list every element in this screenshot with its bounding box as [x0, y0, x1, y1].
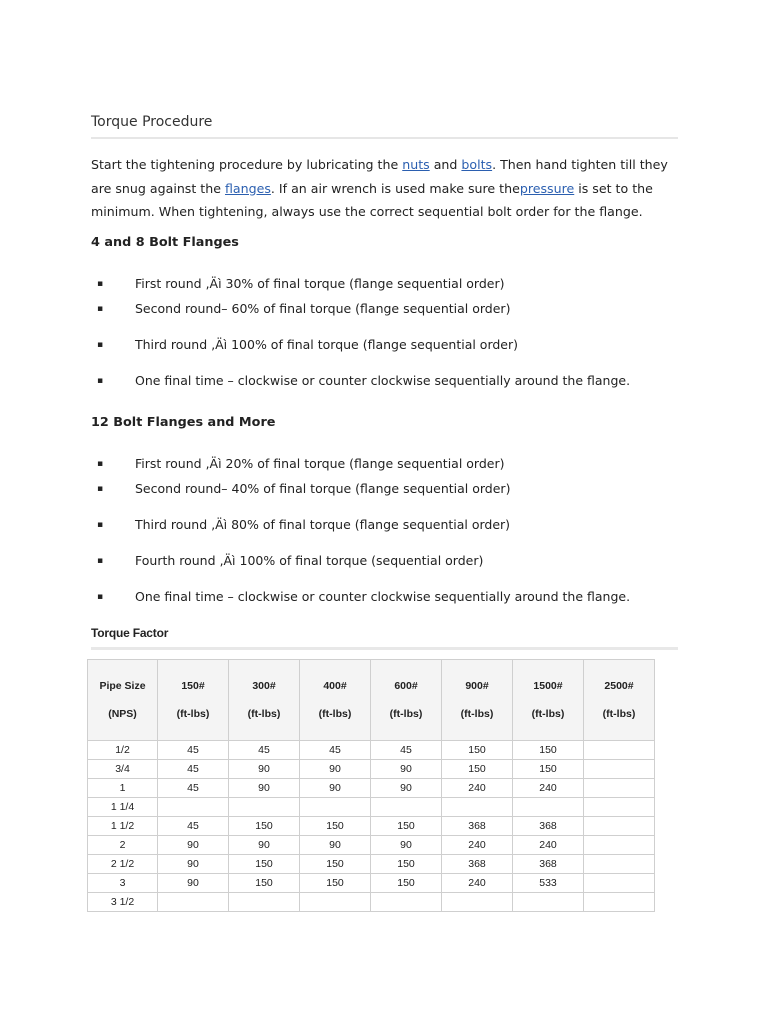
torque-cell: 45 — [158, 760, 229, 779]
torque-cell: 368 — [513, 817, 584, 836]
intro-text: . Then hand tighten till they are snug against the — [91, 157, 668, 196]
header-unit: (NPS) — [108, 708, 137, 720]
torque-cell: 45 — [158, 741, 229, 760]
intro-paragraph — [91, 153, 681, 224]
torque-cell: 240 — [442, 836, 513, 855]
header-label: 150# — [181, 680, 205, 692]
pressure-link[interactable]: pressure — [519, 180, 575, 196]
list-item-text: Third round ‚Äì 80% of final torque (flange sequential order) — [135, 517, 511, 532]
torque-cell: 90 — [300, 779, 371, 798]
torque-cell — [584, 893, 655, 912]
bullet-icon: ▪ — [97, 304, 104, 314]
torque-cell: 240 — [513, 836, 584, 855]
pipe-size-cell: 1/2 — [88, 741, 158, 760]
header-label: 300# — [252, 680, 276, 692]
torque-cell: 90 — [371, 779, 442, 798]
pipe-size-cell: 3/4 — [88, 760, 158, 779]
torque-cell: 240 — [442, 874, 513, 893]
torque-cell: 150 — [229, 817, 300, 836]
header-unit: (ft-lbs) — [602, 708, 636, 720]
table-row — [88, 893, 655, 912]
table-row — [88, 760, 655, 779]
bullet-icon: ▪ — [97, 556, 104, 566]
torque-cell: 150 — [229, 855, 300, 874]
torque-cell — [513, 798, 584, 817]
torque-cell: 45 — [300, 741, 371, 760]
torque-cell — [584, 741, 655, 760]
torque-cell — [584, 874, 655, 893]
torque-factor-divider — [91, 647, 678, 650]
column-header-class — [584, 660, 655, 741]
header-label: 2500# — [604, 680, 634, 692]
torque-factor-table — [87, 659, 655, 912]
pipe-size-cell: 3 — [88, 874, 158, 893]
torque-cell — [229, 798, 300, 817]
table-row — [88, 779, 655, 798]
torque-cell — [584, 779, 655, 798]
bullet-icon: ▪ — [97, 376, 104, 386]
header-label: 600# — [394, 680, 418, 692]
column-header-class — [229, 660, 300, 741]
torque-cell — [584, 855, 655, 874]
torque-cell — [229, 893, 300, 912]
intro-text: and — [429, 157, 462, 172]
torque-cell: 90 — [229, 836, 300, 855]
torque-cell: 150 — [371, 855, 442, 874]
intro-text: . If an air wrench is used make sure the — [270, 180, 520, 196]
torque-cell: 90 — [300, 760, 371, 779]
torque-cell: 45 — [229, 741, 300, 760]
table-row — [88, 855, 655, 874]
torque-cell: 90 — [371, 760, 442, 779]
torque-cell: 150 — [513, 741, 584, 760]
header-label: 400# — [323, 680, 347, 692]
header-unit: (ft-lbs) — [389, 708, 423, 720]
list-item-text: Third round ‚Äì 100% of final torque (flange sequential order) — [135, 337, 519, 352]
bullet-icon: ▪ — [97, 484, 104, 494]
pipe-size-cell: 1 1/2 — [88, 817, 158, 836]
torque-cell: 150 — [229, 874, 300, 893]
torque-cell: 90 — [229, 779, 300, 798]
torque-cell: 368 — [442, 817, 513, 836]
torque-cell: 150 — [300, 817, 371, 836]
title-divider — [91, 137, 678, 139]
pipe-size-cell: 2 1/2 — [88, 855, 158, 874]
torque-cell — [513, 893, 584, 912]
torque-cell: 150 — [513, 760, 584, 779]
page-title: Torque Procedure — [91, 114, 213, 130]
torque-cell — [158, 798, 229, 817]
list-item-text: First round ‚Äì 20% of final torque (flange sequential order) — [135, 456, 505, 471]
torque-cell: 45 — [371, 741, 442, 760]
list-item-text: Second round– 60% of final torque (flange sequential order) — [135, 301, 511, 316]
torque-cell — [584, 760, 655, 779]
pipe-size-cell: 1 1/4 — [88, 798, 158, 817]
torque-cell — [442, 798, 513, 817]
torque-cell: 45 — [158, 817, 229, 836]
header-unit: (ft-lbs) — [247, 708, 281, 720]
list-item-text: First round ‚Äì 30% of final torque (flange sequential order) — [135, 276, 505, 291]
bolts-link[interactable]: bolts — [461, 157, 493, 172]
torque-cell: 368 — [442, 855, 513, 874]
bullet-icon: ▪ — [97, 459, 104, 469]
list-item-text: Fourth round ‚Äì 100% of final torque (sequential order) — [135, 553, 484, 568]
torque-cell — [300, 893, 371, 912]
torque-cell — [584, 817, 655, 836]
torque-cell — [158, 893, 229, 912]
torque-cell — [300, 798, 371, 817]
bullet-icon: ▪ — [97, 592, 104, 602]
bullet-icon: ▪ — [97, 520, 104, 530]
pipe-size-cell: 1 — [88, 779, 158, 798]
list-item-text: One final time – clockwise or counter clockwise sequentially around the flange. — [135, 373, 631, 388]
table-row — [88, 836, 655, 855]
column-header-class — [158, 660, 229, 741]
section-heading-4-8-bolt: 4 and 8 Bolt Flanges — [91, 235, 239, 250]
header-unit: (ft-lbs) — [460, 708, 494, 720]
torque-cell: 240 — [513, 779, 584, 798]
torque-cell: 90 — [158, 855, 229, 874]
torque-cell: 150 — [442, 760, 513, 779]
flanges-link[interactable]: flanges — [224, 180, 271, 196]
header-unit: (ft-lbs) — [531, 708, 565, 720]
header-label: Pipe Size — [99, 680, 146, 692]
torque-cell — [442, 893, 513, 912]
torque-cell: 150 — [300, 855, 371, 874]
column-header-pipe-size — [88, 660, 158, 741]
pipe-size-cell: 2 — [88, 836, 158, 855]
torque-cell: 90 — [158, 874, 229, 893]
torque-cell — [584, 798, 655, 817]
header-label: 1500# — [533, 680, 563, 692]
torque-cell: 150 — [371, 817, 442, 836]
torque-cell — [371, 798, 442, 817]
bullet-icon: ▪ — [97, 340, 104, 350]
torque-cell: 90 — [300, 836, 371, 855]
pipe-size-cell: 3 1/2 — [88, 893, 158, 912]
table-row — [88, 741, 655, 760]
table-row — [88, 817, 655, 836]
torque-factor-heading: Torque Factor — [91, 626, 169, 640]
table-row — [88, 798, 655, 817]
section-heading-12-bolt: 12 Bolt Flanges and More — [91, 415, 276, 430]
header-label: 900# — [465, 680, 489, 692]
intro-text: Start the tightening procedure by lubricating the — [91, 157, 403, 172]
column-header-class — [513, 660, 584, 741]
list-item-text: Second round– 40% of final torque (flange sequential order) — [135, 481, 511, 496]
torque-cell — [371, 893, 442, 912]
torque-cell: 150 — [300, 874, 371, 893]
header-unit: (ft-lbs) — [318, 708, 352, 720]
column-header-class — [371, 660, 442, 741]
torque-cell: 150 — [371, 874, 442, 893]
torque-cell: 90 — [158, 836, 229, 855]
torque-cell: 368 — [513, 855, 584, 874]
table-row — [88, 874, 655, 893]
header-unit: (ft-lbs) — [176, 708, 210, 720]
nuts-link[interactable]: nuts — [402, 157, 430, 172]
intro-text: is set to the minimum. When tightening, always use the correct sequential bolt order for the flange. — [91, 180, 653, 219]
torque-cell: 45 — [158, 779, 229, 798]
column-header-class — [442, 660, 513, 741]
table-header-row — [88, 660, 655, 741]
torque-cell: 240 — [442, 779, 513, 798]
bullet-icon: ▪ — [97, 279, 104, 289]
torque-cell: 533 — [513, 874, 584, 893]
torque-cell: 150 — [442, 741, 513, 760]
list-item-text: One final time – clockwise or counter clockwise sequentially around the flange. — [135, 589, 631, 604]
column-header-class — [300, 660, 371, 741]
torque-cell: 90 — [229, 760, 300, 779]
torque-cell: 90 — [371, 836, 442, 855]
torque-cell — [584, 836, 655, 855]
